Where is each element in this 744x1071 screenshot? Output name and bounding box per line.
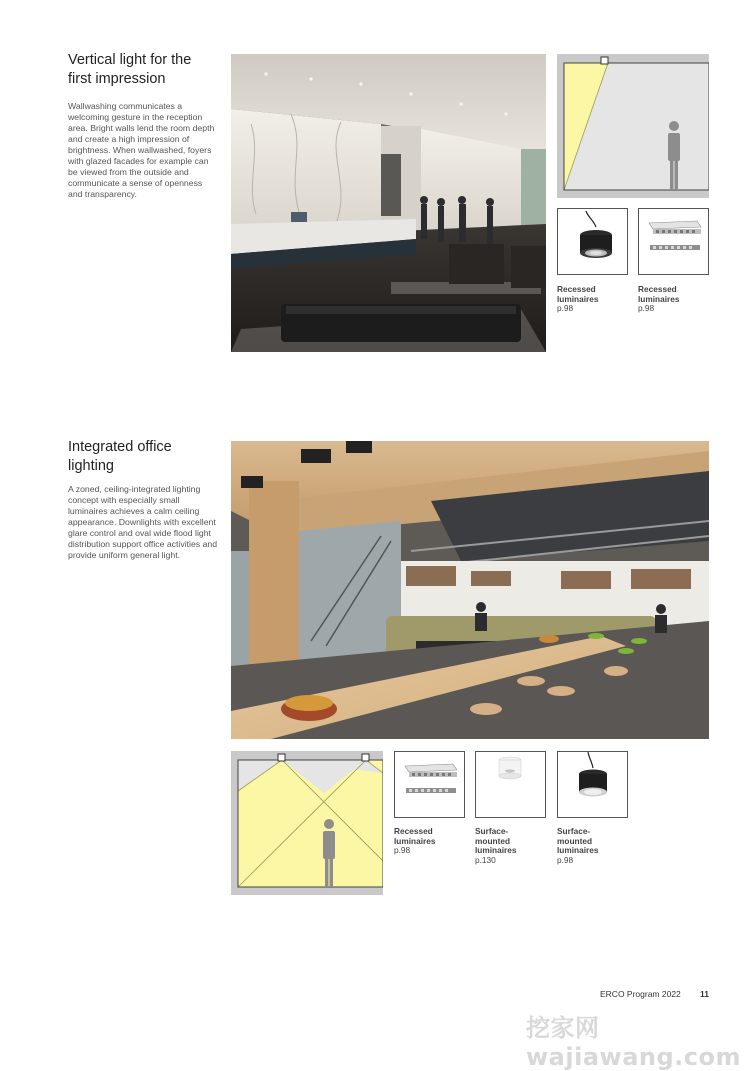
product-label [638,285,713,314]
product-name: Recessed luminaires [557,284,599,304]
product-label [557,827,632,865]
section2-title: Integrated office lighting [68,439,172,474]
product-page-link[interactable]: p.98 [638,303,655,313]
product-box-surface-downlight[interactable] [475,751,546,818]
page-number: 11 [700,989,709,999]
linear-luminaire-icon [395,752,464,817]
office-lighting-diagram [231,751,383,895]
section1-text [68,51,218,200]
wallwash-diagram [557,54,709,198]
product-name: Surface- mounted luminaires [557,826,599,855]
section2-text [68,438,218,561]
product-name: Recessed luminaires [638,284,680,304]
product-page-link[interactable]: p.98 [394,845,411,855]
product-box-recessed-linear[interactable] [638,208,709,275]
linear-luminaire-icon [639,209,708,274]
product-page-link[interactable]: p.98 [557,303,574,313]
product-box-recessed-linear[interactable] [394,751,465,818]
downlight-icon [558,209,627,274]
product-name: Recessed luminaires [394,826,436,846]
section2-body: A zoned, ceiling-integrated lighting concept with especially small luminaires achieves a calm ceiling appearance. Downlights with excellent glare control and oval wide flood light distribution support office activities and provide uniform general light. [68,484,218,560]
product-page-link[interactable]: p.98 [557,854,574,865]
product-label [394,827,469,856]
surface-downlight-icon [476,752,545,817]
product-name: Surface- mounted luminaires [475,826,517,855]
section1-body: Wallwashing communicates a welcoming gesture in the reception area. Bright walls lend the room depth and create a high impression of brightness. When wallwashed, foyers with glazed facades for example can be viewed from the outside and communicate a sense of openness and transparency. [68,101,215,199]
office-photo [231,441,709,739]
product-box-pendant-downlight[interactable] [557,751,628,818]
product-label [475,827,550,865]
product-page-link[interactable]: p.130 [475,854,496,865]
footer-publication: ERCO Program 2022 [600,989,681,999]
lobby-photo [231,54,546,352]
watermark: 挖家网 wajiawang.com [526,1014,741,1071]
product-label [557,285,632,314]
product-box-recessed-downlight[interactable] [557,208,628,275]
section1-title: Vertical light for the first impression [68,52,192,87]
pendant-downlight-icon [558,752,627,817]
